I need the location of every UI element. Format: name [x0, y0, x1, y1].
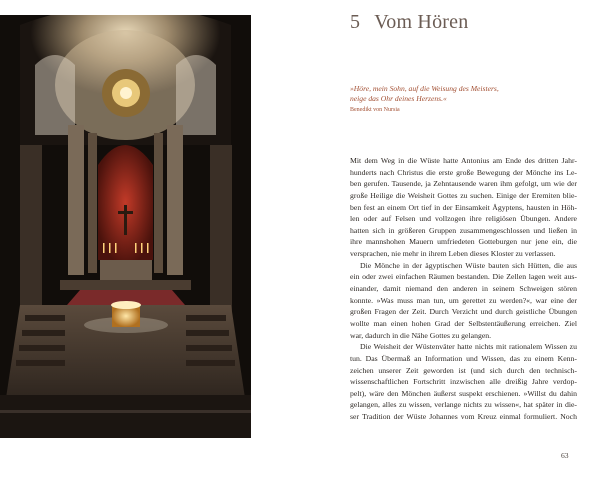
epigraph-source: Benedikt von Nursia: [350, 107, 400, 114]
body-line: ser Tradition der Wüste Johannes vom Kreuz einmal formuliert. Noch: [350, 412, 577, 422]
body-line: großen Fragen der Zeit. Durch Verzicht und durch geistliche Übungen: [350, 307, 577, 317]
body-line: wollte man einen hohen Grad der Selbstentäußerung erreichen. Ziel: [350, 318, 577, 328]
body-line: Mit dem Weg in die Wüste hatte Antonius am Ende des dritten Jahr-: [350, 156, 577, 165]
body-line: hatten sich in größeren Gruppen zusammengeschlossen und ließen in: [350, 225, 577, 235]
chapter-number: 5: [350, 11, 361, 33]
body-line: len oder auf Felsen und vollzogen ihre religiösen Übungen. Andere: [350, 214, 577, 224]
body-line: wissenschaftlichen Fortschritt inzwischen alle dreißig Jahre verdop-: [350, 377, 577, 387]
epigraph-line: neige das Ohr deines Herzens.«: [350, 94, 447, 104]
body-line: gelangen, alles zu wissen, verlange nichts zu wissen«, hat später in die-: [350, 400, 577, 410]
body-line: pelt), wäre den Mönchen äußerst suspekt erschienen. »Willst du dahin: [350, 388, 577, 398]
body-line: hunderts nach Christus die erste große Bewegung der Mönche ins Le-: [350, 167, 577, 177]
body-line: tun. Das Übermaß an Information und Wissen, das zu einem Kenn-: [350, 353, 577, 363]
chapter-title-text: Vom Hören: [374, 11, 469, 33]
body-line: einander, damit niemand den anderen in seinem Schweigen stören: [350, 284, 577, 294]
body-line: zeichen unserer Zeit geworden ist (und sich durch den technisch-: [350, 365, 577, 375]
body-line: konnte. »Was muss man tun, um gerettet zu werden?«, war eine der: [350, 295, 577, 305]
epigraph-line: »Höre, mein Sohn, auf die Weisung des Meisters,: [350, 84, 499, 93]
body-text: [350, 155, 577, 423]
epigraph: [350, 84, 580, 116]
body-line: ihre mannshohen Mauern umfriedeten Gotteburgen nur jene ein, die: [350, 237, 577, 247]
page-number: 63: [561, 451, 569, 460]
church-interior-photo: [0, 15, 251, 438]
chapter-heading: [350, 11, 468, 34]
body-line: große Heilige die Weisheit Gottes zu suchen. Einige der Eremiten blie-: [350, 190, 577, 200]
body-line: versprachen, nie mehr in ihrem Leben dieses Kloster zu verlassen.: [350, 249, 556, 259]
body-line: ein oder zwei einfachen Räumen bestanden. Die Zellen lagen weit aus-: [350, 272, 577, 282]
body-line: Die Weisheit der Wüstenväter hatte nichts mit rationalem Wissen zu: [360, 342, 577, 352]
body-line: war, dadurch in die Nähe Gottes zu gelangen.: [350, 330, 492, 340]
body-line: Die Mönche in der ägyptischen Wüste bauten sich Hütten, die aus: [360, 260, 577, 270]
body-line: ben gerufen. Tausende, ja Zehntausende waren ihm gefolgt, um wie der: [350, 179, 577, 189]
body-line: ben fest an einem Ort tief in der Einsamkeit Ägyptens, hausten in Höh-: [350, 202, 577, 212]
